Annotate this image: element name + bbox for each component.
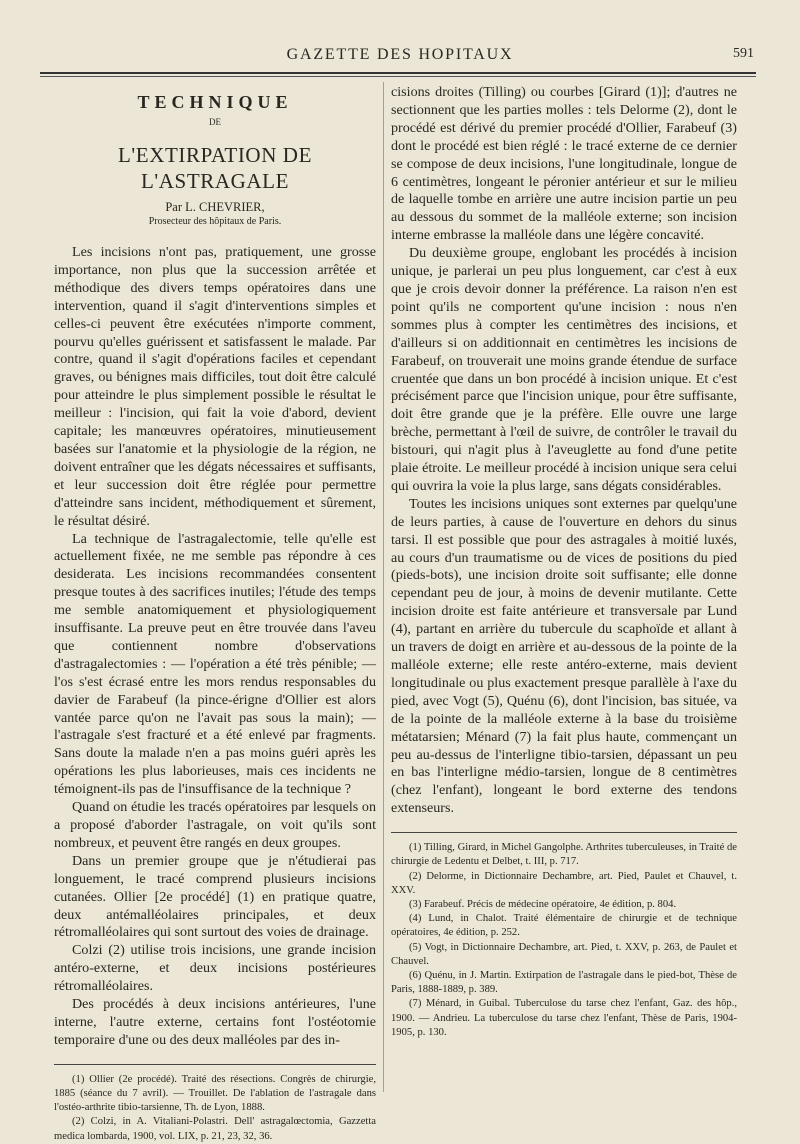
paragraph: Des procédés à deux incisions antérieures, l'une interne, l'autre externe, certains font l'ostéotomie temporaire d'une ou des deux malléoles par des in- <box>54 996 376 1048</box>
page-number: 591 <box>733 46 754 61</box>
paragraph: Du deuxième groupe, englobant les procédés à incision unique, je parlerai un peu plus longuement, car c'est à eux que je crois devoir donner la préférence. La raison n'en est point qu'ils ne comportent qu'une incision : nous n'en sommes plus à compter les centimètres des incisions, et d'ailleurs si on additionnait en centimètres les incisions de Farabeuf, on trouverait une moins grande étendue de surface cruentée que dans un bon procédé à incision unique. Et c'est précisément parce que l'incision unique, pour être suffisante, doit être grande que je la préfère. Elle ouvre une large brèche, permettant à l'œil de suivre, de contrôler le travail du bistouri, qui n'agit plus à l'aveuglette au fond d'une petite plaie étroite. Le meilleur procédé à incision unique sera celui qui ouvrira la voie la plus large, sans dégats considérables. <box>391 245 737 494</box>
article-author: Par L. CHEVRIER, <box>165 200 265 214</box>
right-column <box>391 84 737 1040</box>
paragraph: Toutes les incisions uniques sont externes par quelqu'une de leurs parties, à cause de l'ouverture en dehors du sinus tarsi. Il est possible que pour des astragales à moitié luxés, au cours d'un traumatisme ou de vices de positions du pied (pieds-bots), une incision droite soit suffisante; elle donne cependant peu de jour, à moins de devenir mutilante. Cette incision droite est faite antérieure et transversale par Lund (4), partant en arrière du tubercule du scaphoïde et allant à un travers de doigt en arrière et au-dessous de la pointe de la malléole externe; elle reste antéro-externe, mais devient longitudinale ou plus exactement presque parallèle à l'axe du pied, avec Vogt (5), Quénu (6), dont l'incision, bas située, va de la pointe de la malléole externe à la base du troisième métatarsien; Ménard (7) la fait plus haute, commençant un peu au-dessus de l'interligne tibio-tarsien, dépassant un peu en bas l'interligne médio-tarsien, longue de 8 centimètres (chez l'enfant), longeant le bord externe des tendons extenseurs. <box>391 495 737 817</box>
running-header <box>40 46 760 70</box>
footnote: (1) Ollier (2e procédé). Traité des résections. Congrès de chirurgie, 1885 (séance du 7 avril). — Trouillet. De l'ablation de l'astragale dans l'ostéo-arthrite tibio-tarsienne, Th. de Lyon, 1888. <box>54 1073 376 1114</box>
footnote: (3) Farabeuf. Précis de médecine opératoire, 4e édition, p. 804. <box>409 898 677 910</box>
paragraph: Les incisions n'ont pas, pratiquement, une grosse importance, non plus que la succession arrêtée et méthodique des divers temps opératoires dans une intervention, quand il s'agit d'interventions simples et celles-ci peuvent être exécutées n'importe comment, pourvu qu'elles guérissent et satisfassent le malade. Par contre, quand il s'agit d'opérations faciles et cependant graves, ou bénignes mais difficiles, tout doit être calculé pour atteindre le plus simplement possible le résultat le meilleur : l'incision, qui fait la voie d'abord, devient capitale; les manœuvres opératoires, minutieusement basées sur l'anatomie et la physiologie de la région, ne doivent entraîner que les dégats nécessaires et suffisants, et leur succession doit être réglée pour permettre d'atteindre sans incident, méthodiquement et sûrement, le résultat désiré. <box>54 244 376 529</box>
header-rule <box>40 72 756 74</box>
footnote: (6) Quénu, in J. Martin. Extirpation de l'astragale dans le pied-bot, Thèse de Paris, 1888-1889, p. 389. <box>391 969 737 996</box>
footnote: (7) Ménard, in Guibal. Tuberculose du tarse chez l'enfant, Gaz. des hôp., 1900. — Andrieu. La tuberculose du tarse chez l'enfant, Thèse de Paris, 1904-1905, p. 130. <box>391 998 737 1038</box>
footnote-rule <box>391 832 737 833</box>
article-kicker: TECHNIQUE <box>137 92 293 112</box>
paragraph: Quand on étudie les tracés opératoires par lesquels on a proposé d'aborder l'astragale, on voit qu'ils sont nombreux, et peuvent être rangés en deux groupes. <box>54 799 376 851</box>
article-affiliation: Prosecteur des hôpitaux de Paris. <box>148 216 282 227</box>
paragraph: Colzi (2) utilise trois incisions, une grande incision antéro-externe, et deux incisions postérieures rétromalléolaires. <box>54 942 376 995</box>
journal-title: GAZETTE DES HOPITAUX <box>286 46 514 63</box>
paragraph: cisions droites (Tilling) ou courbes [Girard (1)]; d'autres ne sectionnent que les parties molles : tels Delorme (2), dont le procédé est dérivé du premier procédé d'Ollier, Farabeuf (3) dont le procédé est bien réglé : le tracé externe de ce dernier se compose de deux incisions, l'une longitudinale, longue de 6 centimètres, longeant le péronier antérieur et sur le milieu de laquelle tombe en arrière une autre incision partie un peu au dessous du sommet de la malléole externe; son incision interne embrasse la malléole dans une légère concavité. <box>391 84 737 244</box>
paragraph: Dans un premier groupe que je n'étudierai pas longuement, le tracé comprend plusieurs incisions cutanées. Ollier [2e procédé] (1) en pratique quatre, deux antémalléolaires principales, et deux rétromalléolaires qui sont surtout des voies de drainage. <box>54 852 376 941</box>
footnote: (1) Tilling, Girard, in Michel Gangolphe. Arthrites tuberculeuses, in Traité de chirurgie de Ledentu et Delbet, t. III, p. 717. <box>391 842 737 868</box>
article-kicker-sub: DE <box>209 117 221 127</box>
footnote-rule <box>54 1064 376 1065</box>
article-title: L'EXTIRPATION DE L'ASTRAGALE <box>117 143 313 193</box>
footnote: (2) Colzi, in A. Vitaliani-Polastri. Dell' astragalœctomia, Gazzetta medica lombarda, 1900, vol. LIX, p. 21, 23, 32, 36. <box>54 1116 376 1142</box>
left-column <box>54 84 376 1144</box>
footnote: (2) Delorme, in Dictionnaire Dechambre, art. Pied, Paulet et Chauvel, t. XXV. <box>391 870 737 896</box>
footnote: (5) Vogt, in Dictionnaire Dechambre, art. Pied, t. XXV, p. 263, de Paulet et Chauvel. <box>391 941 737 967</box>
column-divider <box>383 82 384 1092</box>
header-rule-thin <box>40 76 756 77</box>
paragraph: La technique de l'astragalectomie, telle qu'elle est actuellement fixée, ne me semble pas répondre à ces desiderata. Les incisions recommandées consentent presque toutes à des sacrifices inutiles; l'étude des temps me semble anatomiquement et physiologiquement insuffisante. La preuve peut en être trouvée dans l'aveu que contiennent nombre d'observations d'astragalectomies : — l'opération a été très pénible; — l'os s'est écrasé entre les mors rendus responsables du davier de Farabeuf (la pince-érigne d'Ollier est alors vantée parce qu'on ne l'avait pas sous la main); — l'astragale s'est fracturé et a été enlevé par fragments. Sans doute la malade n'en a pas moins guéri après les opérations les plus laborieuses, mais ces incidents ne témoignent-ils pas de l'insuffisance de la technique ? <box>54 530 376 798</box>
footnote: (4) Lund, in Chalot. Traité élémentaire de chirurgie et de technique opératoires, 4e édition, p. 252. <box>391 913 737 939</box>
